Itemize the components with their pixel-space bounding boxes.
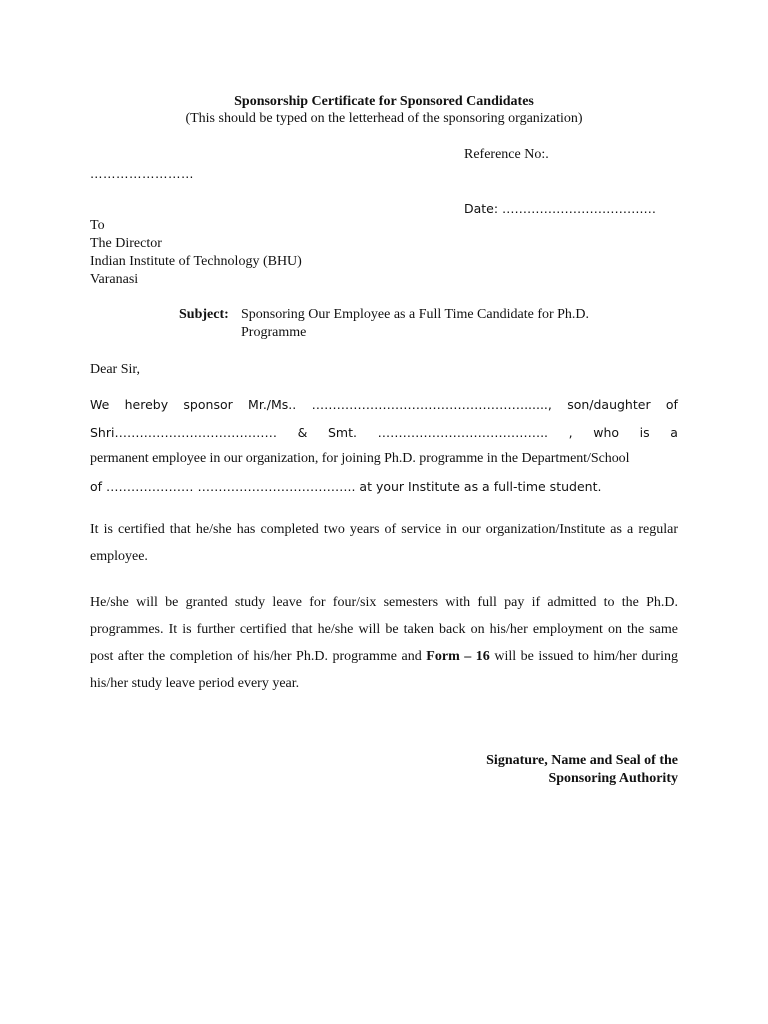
service-paragraph: It is certified that he/she has completed two years of service in our organization/Institute as a regular employee. [90,522,678,564]
address-line-3: Varanasi [90,272,139,287]
sponsor-line-2 [90,425,678,440]
word: of [665,397,678,412]
word: a [670,425,678,440]
word: son/daughter [567,397,651,412]
study-leave-text-end: will be issued to him/her during his/her study leave period every year. [90,649,678,691]
signature-line-1: Signature, Name and Seal of the [486,753,678,768]
subject-line-2: Programme [241,325,307,340]
reference-dots: …………………… [90,166,194,181]
study-leave-text: He/she will be granted study leave for four/six semesters with full pay if admitted to the Ph.D. programmes. It is further certified that he/she will be taken back on his/her employment on the same post after the completion of his/her Ph.D. programme and [90,595,678,664]
subject-line-1: Sponsoring Our Employee as a Full Time Candidate for Ph.D. [241,307,590,322]
study-leave-paragraph [90,589,678,697]
word: We [90,397,110,412]
word: who [593,425,620,440]
word: , [568,425,573,440]
word: Mr./Ms.. [248,397,297,412]
document-title: Sponsorship Certificate for Sponsored Candidates [234,94,534,109]
signature-line-2: Sponsoring Authority [548,771,678,786]
form-16-label: Form – 16 [426,649,490,664]
subject-label: Subject: [179,307,229,322]
document-subtitle: (This should be typed on the letterhead of the sponsoring organization) [185,111,583,126]
address-line-1: The Director [90,236,162,251]
date-line: Date: …………………………….… [464,201,657,216]
mother-name-blank: ………………………………….. [377,425,549,440]
sponsor-line-3: permanent employee in our organization, for joining Ph.D. programme in the Department/School [90,451,630,466]
father-name-blank: Shri………………………………… [90,425,277,440]
word: & [297,425,308,440]
word: Smt. [327,425,357,440]
candidate-name-blank: ……………………………………………......, [311,397,552,412]
word: is [639,425,650,440]
word: sponsor [183,397,233,412]
word: hereby [124,397,169,412]
sponsor-line-4: of ………………… ……………………………….. at your Institute as a full-time student. [90,479,602,494]
reference-label: Reference No:. [464,147,549,162]
sponsor-line-1 [90,397,678,412]
salutation: Dear Sir, [90,362,140,377]
address-line-2: Indian Institute of Technology (BHU) [90,254,302,269]
address-to: To [90,218,105,233]
